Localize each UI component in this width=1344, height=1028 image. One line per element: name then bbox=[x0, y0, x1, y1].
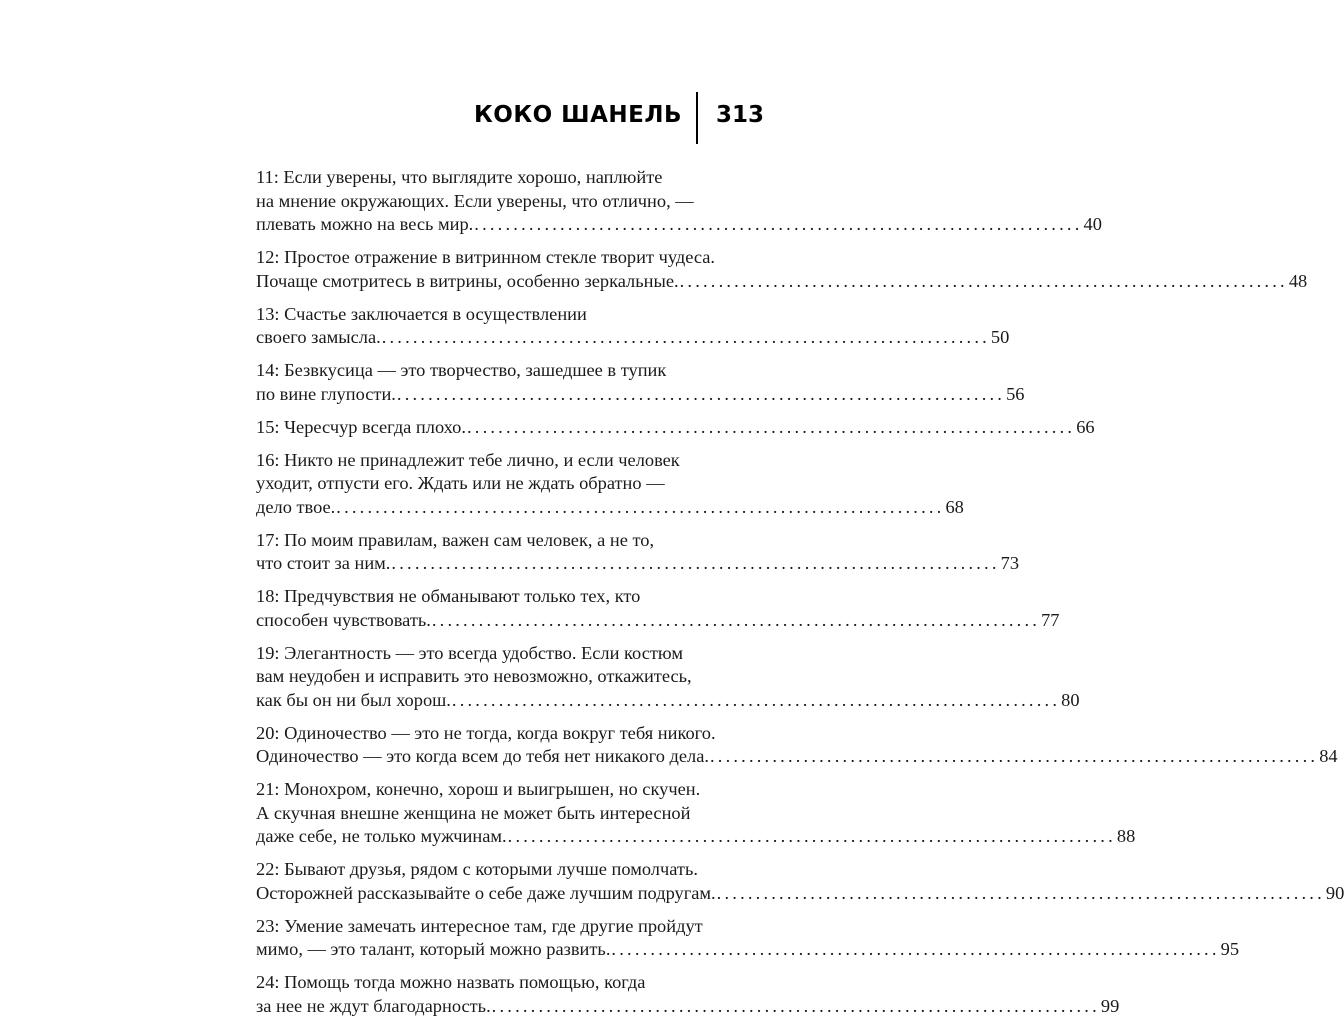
toc-entry[interactable] bbox=[256, 529, 1020, 576]
toc-entry-line: что стоит за ним. bbox=[256, 553, 391, 573]
toc-entry-last-line bbox=[256, 416, 1095, 440]
toc-entry-last-line bbox=[256, 213, 1102, 237]
toc-entry-line: А скучная внешне женщина не может быть интересной bbox=[256, 802, 691, 823]
toc-page-number: 40 bbox=[1083, 214, 1102, 234]
toc-entry-last-line bbox=[256, 689, 1080, 713]
toc-page-number: 80 bbox=[1061, 689, 1080, 710]
toc-entry-line: 15: Чересчур всегда плохо. bbox=[256, 416, 466, 437]
toc-entry-last-line bbox=[256, 326, 1010, 350]
dot-leader: .............................................................................. bbox=[431, 609, 1041, 630]
toc-entry-line: уходит, отпусти его. Ждать или не ждать обратно — bbox=[256, 473, 665, 493]
dot-leader: .............................................................................. bbox=[507, 826, 1116, 846]
toc-page-number: 50 bbox=[990, 327, 1010, 347]
toc-entry-line: 17: По моим правилам, важен сам человек, а не то, bbox=[256, 529, 655, 550]
toc-entry-line: Одиночество — это когда всем до тебя нет никакого дела. bbox=[256, 746, 709, 766]
dot-leader: .............................................................................. bbox=[451, 689, 1061, 710]
toc-entry-line: 14: Безвкусица — это творчество, зашедшее в тупик bbox=[256, 360, 667, 380]
toc-entry-last-line bbox=[256, 609, 1060, 633]
toc-page-number: 88 bbox=[1116, 826, 1136, 846]
toc-entry[interactable] bbox=[256, 166, 1102, 237]
dot-leader: .............................................................................. bbox=[679, 270, 1288, 291]
dot-leader: .............................................................................. bbox=[611, 939, 1220, 959]
toc-entry-line: способен чувствовать. bbox=[256, 609, 431, 630]
dot-leader: .............................................................................. bbox=[466, 416, 1076, 437]
dot-leader: .............................................................................. bbox=[716, 882, 1325, 903]
toc-entry[interactable] bbox=[256, 359, 1025, 406]
dot-leader: .............................................................................. bbox=[396, 383, 1006, 404]
toc-entry-last-line bbox=[256, 995, 1120, 1019]
toc-entry-line: вам неудобен и исправить это невозможно, откажитесь, bbox=[256, 666, 692, 686]
dot-leader: .............................................................................. bbox=[709, 746, 1319, 766]
toc-entry[interactable] bbox=[256, 915, 1240, 962]
toc-entry-line: 24: Помощь тогда можно назвать помощью, когда bbox=[256, 972, 646, 992]
toc-entry[interactable] bbox=[256, 642, 1080, 713]
dot-leader: .............................................................................. bbox=[381, 327, 990, 347]
toc-entry-last-line bbox=[256, 882, 1344, 906]
table-of-contents bbox=[256, 166, 1344, 1028]
toc-entry-line: 13: Счастье заключается в осуществлении bbox=[256, 303, 587, 324]
toc-entry-last-line bbox=[256, 383, 1025, 407]
toc-page-number: 66 bbox=[1076, 416, 1095, 437]
toc-entry-line: 12: Простое отражение в витринном стекле творит чудеса. bbox=[256, 247, 715, 267]
toc-page-number: 90 bbox=[1325, 882, 1344, 903]
dot-leader: .............................................................................. bbox=[391, 553, 1000, 573]
toc-entry-last-line bbox=[256, 745, 1338, 769]
dot-leader: .............................................................................. bbox=[336, 496, 945, 517]
toc-entry[interactable] bbox=[256, 778, 1136, 849]
page-number: 313 bbox=[716, 102, 765, 128]
toc-page-number: 56 bbox=[1006, 383, 1025, 404]
toc-entry-line: 19: Элегантность — это всегда удобство. Если костюм bbox=[256, 642, 684, 663]
toc-entry-last-line bbox=[256, 938, 1240, 962]
toc-entry[interactable] bbox=[256, 246, 1308, 293]
toc-entry[interactable] bbox=[256, 858, 1344, 905]
toc-entry-line: 11: Если уверены, что выглядите хорошо, наплюйте bbox=[256, 167, 663, 187]
toc-page-number: 84 bbox=[1319, 746, 1338, 766]
toc-page-number: 99 bbox=[1100, 995, 1120, 1016]
dot-leader: .............................................................................. bbox=[474, 214, 1083, 234]
toc-page-number: 48 bbox=[1288, 270, 1308, 291]
toc-entry-line: по вине глупости. bbox=[256, 383, 396, 404]
toc-page-number: 95 bbox=[1220, 939, 1240, 959]
toc-entry-last-line bbox=[256, 552, 1020, 576]
toc-entry-line: Почаще смотритесь в витрины, особенно зеркальные. bbox=[256, 270, 679, 291]
toc-entry-line: мимо, — это талант, который можно развить. bbox=[256, 939, 611, 959]
book-title: КОКО ШАНЕЛЬ bbox=[473, 102, 682, 128]
toc-page-number: 73 bbox=[1000, 553, 1020, 573]
toc-entry-last-line bbox=[256, 496, 964, 520]
dot-leader: .............................................................................. bbox=[491, 995, 1100, 1016]
toc-entry[interactable] bbox=[256, 585, 1060, 632]
toc-entry-line: своего замысла. bbox=[256, 327, 381, 347]
toc-entry[interactable] bbox=[256, 449, 964, 520]
toc-entry-line: 16: Никто не принадлежит тебе лично, и если человек bbox=[256, 449, 680, 470]
toc-entry-line: 23: Умение замечать интересное там, где другие пройдут bbox=[256, 915, 703, 936]
toc-entry-line: 18: Предчувствия не обманывают только тех, кто bbox=[256, 586, 641, 606]
toc-entry-line: 21: Монохром, конечно, хорош и выигрышен, но скучен. bbox=[256, 779, 701, 799]
toc-entry-line: за нее не ждут благодарность. bbox=[256, 995, 491, 1016]
toc-entry[interactable] bbox=[256, 303, 1010, 350]
toc-entry[interactable] bbox=[256, 416, 1095, 440]
toc-entry[interactable] bbox=[256, 971, 1120, 1018]
toc-entry-line: на мнение окружающих. Если уверены, что отлично, — bbox=[256, 190, 694, 211]
toc-entry-line: как бы он ни был хорош. bbox=[256, 689, 451, 710]
toc-entry-line: даже себе, не только мужчинам. bbox=[256, 826, 507, 846]
toc-entry-line: 20: Одиночество — это не тогда, когда вокруг тебя никого. bbox=[256, 722, 716, 743]
toc-page-number: 77 bbox=[1041, 609, 1060, 630]
header-divider bbox=[696, 92, 698, 144]
toc-entry-line: Осторожней рассказывайте о себе даже лучшим подругам. bbox=[256, 882, 716, 903]
toc-entry-last-line bbox=[256, 825, 1136, 849]
toc-entry[interactable] bbox=[256, 722, 1338, 769]
running-header bbox=[250, 92, 765, 144]
toc-entry-line: плевать можно на весь мир. bbox=[256, 214, 474, 234]
toc-entry-line: дело твое. bbox=[256, 496, 336, 517]
toc-entry-line: 22: Бывают друзья, рядом с которыми лучше помолчать. bbox=[256, 859, 698, 879]
toc-entry-last-line bbox=[256, 270, 1308, 294]
toc-page-number: 68 bbox=[945, 496, 964, 517]
